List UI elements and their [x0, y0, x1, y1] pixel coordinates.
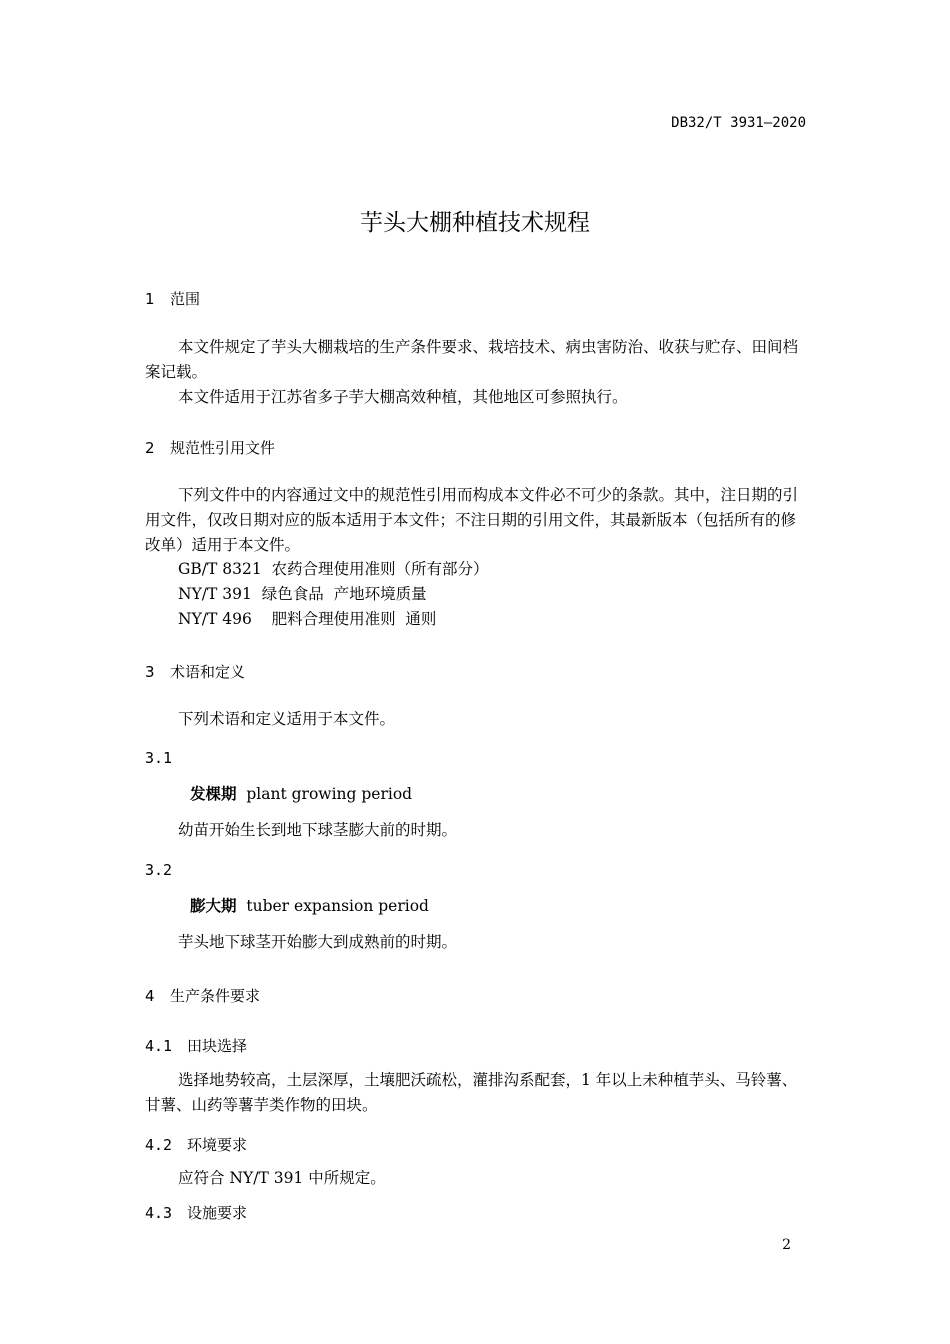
page-title: 芋头大棚种植技术规程	[360, 210, 590, 236]
subsection-number: 4.3	[145, 1204, 173, 1222]
subsection-4-2-paragraph: 应符合 NY/T 391 中所规定。	[178, 1169, 386, 1187]
term-definition: 幼苗开始生长到地下球茎膨大前的时期。	[178, 821, 458, 839]
term-english: plant growing period	[246, 785, 413, 803]
subsection-4-3-heading	[145, 1202, 247, 1223]
section-title: 生产条件要求	[170, 987, 261, 1005]
reference-item: NY/T 391 绿色食品 产地环境质量	[178, 585, 427, 603]
section-4-heading	[145, 985, 260, 1006]
subsection-number: 4.1	[145, 1037, 173, 1055]
term-chinese: 发棵期	[190, 785, 237, 803]
document-code: DB32/T 3931—2020	[671, 115, 806, 131]
section-1-paragraph-2: 本文件适用于江苏省多子芋大棚高效种植，其他地区可参照执行。	[178, 388, 628, 406]
section-number: 4	[145, 987, 155, 1005]
term-number: 3.1	[145, 749, 173, 767]
section-2-heading	[145, 437, 275, 458]
section-number: 1	[145, 290, 155, 308]
term-english: tuber expansion period	[246, 897, 429, 915]
page-number: 2	[782, 1237, 791, 1253]
section-1-heading	[145, 288, 200, 309]
subsection-title: 设施要求	[187, 1204, 248, 1222]
section-3-heading	[145, 661, 245, 682]
term-title	[190, 782, 412, 804]
section-number: 3	[145, 663, 155, 681]
section-number: 2	[145, 439, 155, 457]
subsection-title: 环境要求	[187, 1136, 248, 1154]
subsection-number: 4.2	[145, 1136, 173, 1154]
section-2-paragraph-1: 下列文件中的内容通过文中的规范性引用而构成本文件必不可少的条款。其中，注日期的引用文件，仅改日期对应的版本适用于本文件；不注日期的引用文件，其最新版本（包括所有的修改单）适用于本文件。	[145, 486, 799, 554]
section-1-paragraph-1: 本文件规定了芋头大棚栽培的生产条件要求、栽培技术、病虫害防治、收获与贮存、田间档案记载。	[145, 338, 799, 381]
subsection-4-2-heading	[145, 1134, 247, 1155]
term-number: 3.2	[145, 861, 173, 879]
subsection-title: 田块选择	[187, 1037, 248, 1055]
term-title	[190, 894, 429, 916]
reference-item: NY/T 496 肥料合理使用准则 通则	[178, 610, 437, 628]
section-title: 范围	[170, 290, 201, 308]
term-definition: 芋头地下球茎开始膨大到成熟前的时期。	[178, 933, 458, 951]
reference-item: GB/T 8321 农药合理使用准则（所有部分）	[178, 560, 489, 578]
section-3-paragraph-1: 下列术语和定义适用于本文件。	[178, 710, 396, 728]
section-title: 规范性引用文件	[170, 439, 276, 457]
term-chinese: 膨大期	[190, 897, 237, 915]
subsection-4-1-heading	[145, 1035, 247, 1056]
section-title: 术语和定义	[170, 663, 246, 681]
subsection-4-1-paragraph: 选择地势较高，土层深厚，土壤肥沃疏松，灌排沟系配套，1 年以上未种植芋头、马铃薯、甘薯、山药等薯芋类作物的田块。	[145, 1071, 798, 1114]
